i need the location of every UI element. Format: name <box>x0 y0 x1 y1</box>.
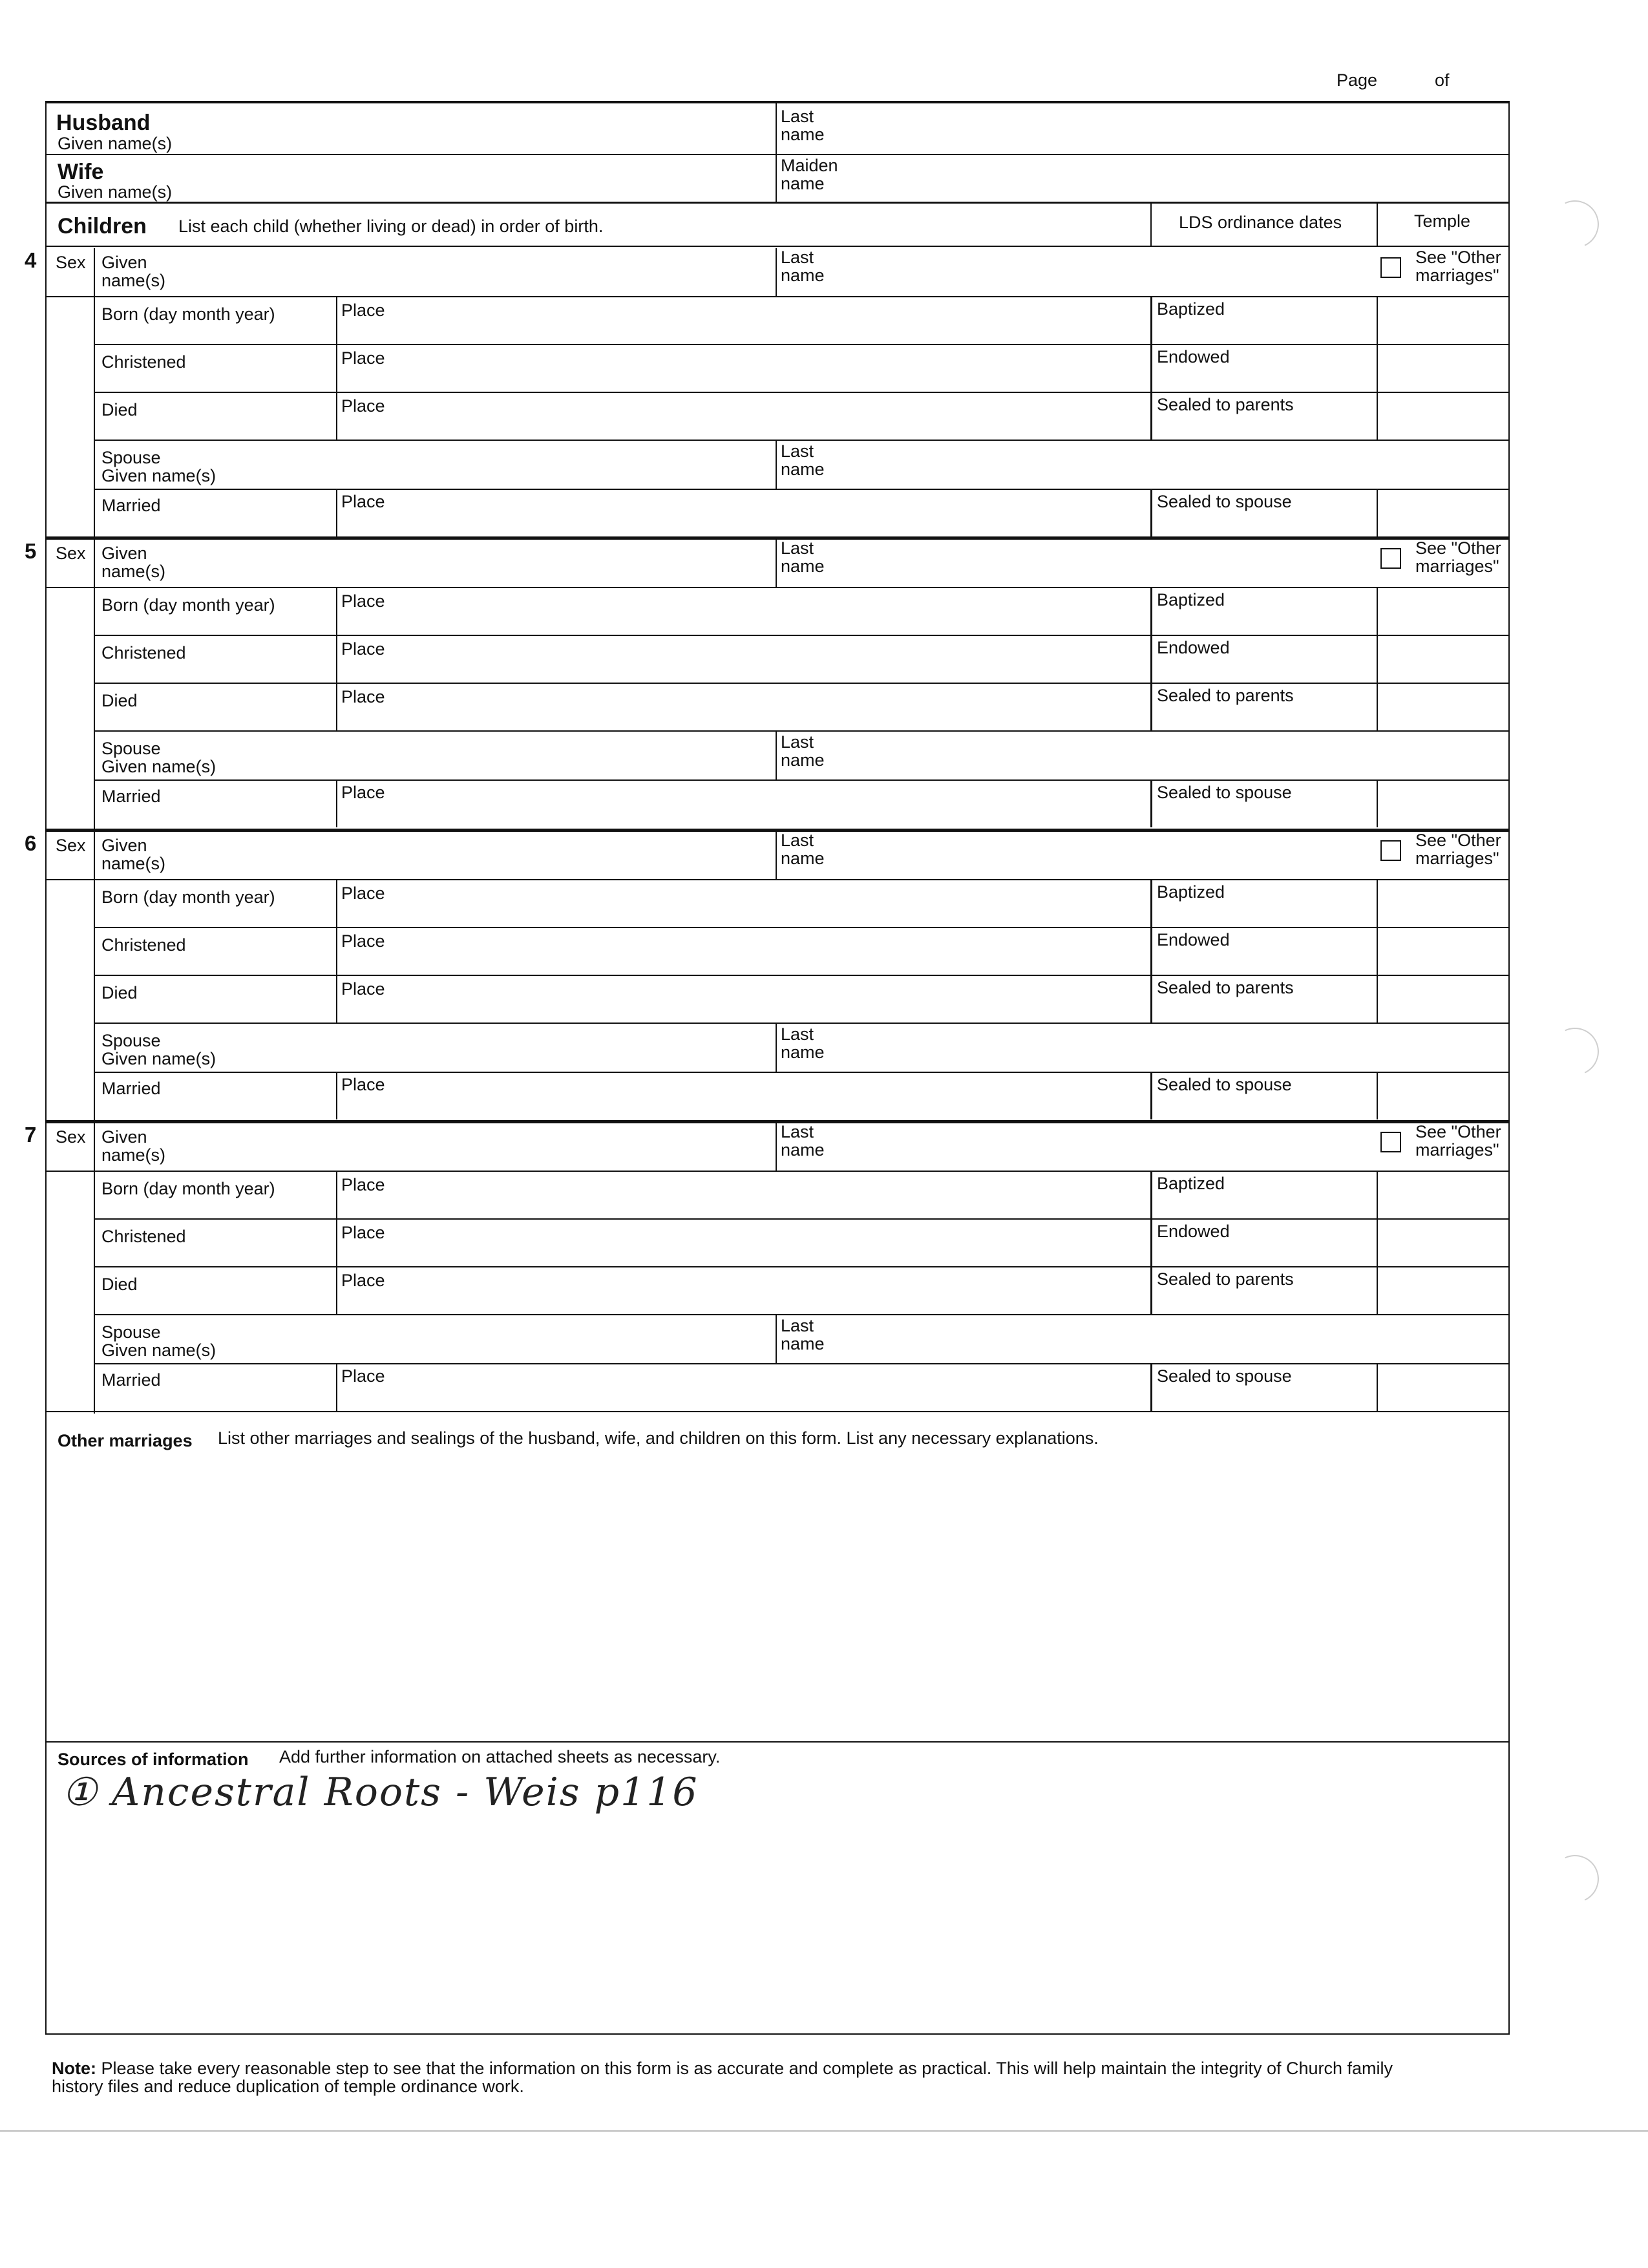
child-5-temple-rule <box>1377 587 1378 732</box>
form-left-border <box>45 101 47 2035</box>
child-6-given-label: Given name(s) <box>101 836 166 873</box>
child-5-died-date-field[interactable] <box>97 711 330 728</box>
child-4-endowed-temple-field[interactable] <box>1380 346 1505 389</box>
child-5-last-field[interactable] <box>866 544 1137 583</box>
child-7-sex-field[interactable] <box>55 1149 87 1168</box>
child-4-sealed-to-spouse-temple-field[interactable] <box>1380 491 1505 534</box>
child-7-temple-rule <box>1377 1171 1378 1315</box>
child-4-born-date-field[interactable] <box>97 324 330 341</box>
child-6-born-bottom <box>94 927 1510 928</box>
temple-header: Temple <box>1414 211 1471 231</box>
child-5-sealed-to-parents-label: Sealed to parents <box>1157 686 1294 705</box>
page-of-label: of <box>1435 70 1450 90</box>
child-5-sealed-to-parents-temple-field[interactable] <box>1380 685 1505 728</box>
child-5-spouse-divider <box>776 732 777 779</box>
child-5-born-label: Born (day month year) <box>101 595 275 615</box>
child-6-label-rule <box>336 879 337 1024</box>
child-4-sex-field[interactable] <box>55 274 87 293</box>
child-5-last-label: Last name <box>781 538 825 576</box>
child-6-sealed-to-parents-date-field[interactable] <box>1154 998 1374 1020</box>
child-7-sealed-to-spouse-date-field[interactable] <box>1154 1386 1374 1408</box>
child-7-given-field[interactable] <box>103 1128 769 1167</box>
child-5-given-label: Given name(s) <box>101 544 166 581</box>
child-6-spouse-bottom <box>94 1072 1510 1073</box>
child-5-see-other-marriages-label: See "Other marriages" <box>1415 538 1501 576</box>
child-6-married-lds-rule <box>1150 1072 1152 1119</box>
child-7-married-place-field[interactable] <box>388 1367 1144 1407</box>
child-7-given-label: Given name(s) <box>101 1127 166 1165</box>
husband-last-field[interactable] <box>866 110 1499 149</box>
other-marriages-title: Other marriages <box>58 1431 193 1450</box>
child-4-spouse-bottom <box>94 489 1510 490</box>
child-5-endowed-temple-field[interactable] <box>1380 637 1505 680</box>
child-7-endowed-date-field[interactable] <box>1154 1242 1374 1264</box>
child-4-spouse-label: Spouse Given name(s) <box>101 448 217 485</box>
child-4-spouse-last-label: Last name <box>781 441 825 479</box>
child-6-born-date-field[interactable] <box>97 907 330 924</box>
child-4-spouse-divider <box>776 441 777 489</box>
child-4-christened-label: Christened <box>101 352 186 372</box>
child-4-christened-place-label: Place <box>341 348 385 368</box>
child-7-left-rule <box>94 1123 95 1414</box>
child-6-sealed-to-parents-temple-field[interactable] <box>1380 977 1505 1020</box>
child-4-married-label-rule <box>336 489 337 536</box>
child-6-christened-date-field[interactable] <box>97 955 330 972</box>
child-7-christened-bottom <box>94 1266 1510 1267</box>
child-6-married-temple-rule <box>1377 1072 1378 1119</box>
child-7-died-date-field[interactable] <box>97 1295 330 1311</box>
sources-field[interactable] <box>52 1823 1499 2023</box>
scan-edge-line <box>0 2130 1648 2132</box>
child-6-married-date-field[interactable] <box>97 1100 330 1117</box>
child-7-last-field[interactable] <box>866 1128 1137 1167</box>
child-5-label-rule <box>336 587 337 732</box>
child-7-baptized-temple-field[interactable] <box>1380 1173 1505 1216</box>
child-7-baptized-label: Baptized <box>1157 1174 1225 1193</box>
child-5-sex-label: Sex <box>56 544 86 563</box>
child-4-sealed-to-parents-label: Sealed to parents <box>1157 395 1294 414</box>
child-6-born-label: Born (day month year) <box>101 887 275 907</box>
child-7-sealed-to-parents-temple-field[interactable] <box>1380 1269 1505 1311</box>
child-7-married-lds-rule <box>1150 1363 1152 1411</box>
child-5-spouse-last-label: Last name <box>781 732 825 770</box>
child-7-christened-place-field[interactable] <box>388 1222 1144 1262</box>
child-7-sealed-to-parents-label: Sealed to parents <box>1157 1269 1294 1289</box>
child-7-number: 7 <box>25 1123 37 1147</box>
child-6-married-place-field[interactable] <box>388 1076 1144 1116</box>
child-4-married-label: Married <box>101 496 161 515</box>
child-4-baptized-label: Baptized <box>1157 299 1225 319</box>
child-4-sealed-to-spouse-label: Sealed to spouse <box>1157 492 1292 511</box>
child-7-christened-label: Christened <box>101 1227 186 1246</box>
punch-hole-middle <box>1545 1021 1606 1083</box>
child-7-died-label: Died <box>101 1275 138 1294</box>
child-4-born-label: Born (day month year) <box>101 304 275 324</box>
child-7-baptized-date-field[interactable] <box>1154 1194 1374 1216</box>
child-6-see-other-marriages-label: See "Other marriages" <box>1415 831 1501 868</box>
child-7-other-marriages-checkbox[interactable] <box>1380 1132 1401 1152</box>
child-4-died-date-field[interactable] <box>97 420 330 437</box>
child-6-died-place-label: Place <box>341 979 385 999</box>
child-5-baptized-label: Baptized <box>1157 590 1225 609</box>
child-5-died-place-field[interactable] <box>388 686 1144 726</box>
child-5-sex-field[interactable] <box>55 565 87 584</box>
child-6-head-bottom <box>45 879 1510 880</box>
child-7-died-place-label: Place <box>341 1271 385 1290</box>
child-7-married-place-label: Place <box>341 1366 385 1386</box>
child-5-spouse-bottom <box>94 779 1510 781</box>
child-6-given-field[interactable] <box>103 836 769 875</box>
child-4-married-place-label: Place <box>341 492 385 511</box>
child-4-name-divider <box>776 248 777 296</box>
child-5-died-place-label: Place <box>341 687 385 706</box>
child-5-married-place-field[interactable] <box>388 783 1144 823</box>
child-7-died-place-field[interactable] <box>388 1270 1144 1310</box>
child-4-died-bottom <box>94 440 1510 441</box>
child-5-given-field[interactable] <box>103 544 769 583</box>
child-5-head-bottom <box>45 587 1510 588</box>
child-6-died-place-field[interactable] <box>388 979 1144 1019</box>
child-5-married-date-field[interactable] <box>97 808 330 825</box>
child-6-endowed-label: Endowed <box>1157 930 1230 949</box>
child-5-left-rule <box>94 539 95 830</box>
child-6-sex-field[interactable] <box>55 857 87 876</box>
child-7-sealed-to-parents-date-field[interactable] <box>1154 1289 1374 1311</box>
child-4-baptized-date-field[interactable] <box>1154 319 1374 341</box>
note-line-1 <box>52 2059 1393 2077</box>
child-6-died-label: Died <box>101 983 138 1002</box>
child-6-sealed-to-spouse-temple-field[interactable] <box>1380 1074 1505 1117</box>
child-4-endowed-label: Endowed <box>1157 347 1230 366</box>
child-6-spouse-divider <box>776 1024 777 1072</box>
child-6-married-label-rule <box>336 1072 337 1119</box>
child-7-died-bottom <box>94 1314 1510 1315</box>
child-7-spouse-label: Spouse Given name(s) <box>101 1322 217 1360</box>
child-4-born-bottom <box>94 344 1510 345</box>
sources-instruction: Add further information on attached sheets as necessary. <box>279 1747 721 1766</box>
other-marriages-instruction: List other marriages and sealings of the husband, wife, and children on this form. List any necessary explanations. <box>218 1428 1099 1448</box>
child-4-married-place-field[interactable] <box>388 493 1144 533</box>
child-7-spouse-last-label: Last name <box>781 1316 825 1353</box>
child-6-christened-label: Christened <box>101 935 186 955</box>
child-5-spouse-label: Spouse Given name(s) <box>101 739 217 776</box>
child-4-other-marriages-checkbox[interactable] <box>1380 257 1401 278</box>
child-7-born-place-field[interactable] <box>388 1174 1144 1214</box>
child-7-sealed-to-spouse-label: Sealed to spouse <box>1157 1366 1292 1386</box>
child-6-born-place-label: Place <box>341 884 385 903</box>
child-5-born-bottom <box>94 635 1510 636</box>
child-4-head-bottom <box>45 296 1510 297</box>
other-marriages-field[interactable] <box>52 1454 1499 1732</box>
child-7-spouse-bottom <box>94 1363 1510 1364</box>
child-4-died-label: Died <box>101 400 138 419</box>
child-7-christened-place-label: Place <box>341 1223 385 1242</box>
child-6-baptized-date-field[interactable] <box>1154 902 1374 924</box>
child-4-born-place-label: Place <box>341 301 385 320</box>
sources-title: Sources of information <box>58 1750 249 1769</box>
child-6-other-marriages-checkbox[interactable] <box>1380 840 1401 861</box>
child-5-born-place-field[interactable] <box>388 591 1144 631</box>
child-4-married-date-field[interactable] <box>97 517 330 534</box>
other-marriages-bottom-line <box>45 1741 1510 1743</box>
child-5-christened-place-label: Place <box>341 639 385 659</box>
child-5-baptized-date-field[interactable] <box>1154 610 1374 632</box>
child-5-endowed-date-field[interactable] <box>1154 658 1374 680</box>
child-4-endowed-date-field[interactable] <box>1154 367 1374 389</box>
child-6-christened-place-field[interactable] <box>388 931 1144 971</box>
wife-maiden-label: Maiden name <box>781 156 838 193</box>
child-4-born-place-field[interactable] <box>388 300 1144 340</box>
child-4-sex-label: Sex <box>56 253 86 272</box>
child-5-sealed-to-spouse-temple-field[interactable] <box>1380 782 1505 825</box>
child-5-endowed-label: Endowed <box>1157 638 1230 657</box>
child-4-number: 4 <box>25 248 37 272</box>
child-5-name-divider <box>776 539 777 587</box>
child-7-label-rule <box>336 1171 337 1315</box>
child-6-last-label: Last name <box>781 831 825 868</box>
husband-bottom-line <box>45 154 1510 155</box>
children-instruction: List each child (whether living or dead) in order of birth. <box>178 217 604 236</box>
child-7-spouse-given-field[interactable] <box>259 1319 769 1359</box>
child-5-christened-date-field[interactable] <box>97 663 330 680</box>
child-7-married-temple-rule <box>1377 1363 1378 1411</box>
note-text-1: Please take every reasonable step to see that the information on this form is as accurate and complete as practical. This will help maintain the integrity of Church family <box>101 2059 1393 2078</box>
child-6-top-line <box>45 829 1510 832</box>
punch-hole-top <box>1545 194 1606 255</box>
child-7-sex-label: Sex <box>56 1127 86 1147</box>
child-7-christened-date-field[interactable] <box>97 1247 330 1264</box>
child-5-married-label-rule <box>336 779 337 827</box>
child-4-spouse-given-field[interactable] <box>259 445 769 485</box>
child-7-spouse-divider <box>776 1315 777 1363</box>
child-5-died-bottom <box>94 730 1510 732</box>
child-6-left-rule <box>94 831 95 1122</box>
wife-given-label: Given name(s) <box>58 182 173 202</box>
page-label: Page <box>1336 70 1378 90</box>
child-7-last-label: Last name <box>781 1122 825 1160</box>
child-6-last-field[interactable] <box>866 836 1137 875</box>
child-5-spouse-given-field[interactable] <box>259 736 769 776</box>
children-title: Children <box>58 214 147 238</box>
child-4-died-place-field[interactable] <box>388 396 1144 436</box>
child-5-sealed-to-spouse-label: Sealed to spouse <box>1157 783 1292 802</box>
child-4-sealed-to-parents-date-field[interactable] <box>1154 415 1374 437</box>
child-7-see-other-marriages-label: See "Other marriages" <box>1415 1122 1501 1160</box>
husband-given-field[interactable] <box>52 129 769 153</box>
children-header-bottom-line <box>45 246 1510 247</box>
lds-header-divider <box>1150 203 1152 246</box>
child-5-married-place-label: Place <box>341 783 385 802</box>
child-4-label-rule <box>336 296 337 441</box>
form-top-border <box>45 101 1508 103</box>
child-7-spouse-last-field[interactable] <box>866 1319 1499 1359</box>
child-7-born-place-label: Place <box>341 1175 385 1194</box>
child-4-lds-rule <box>1150 296 1152 441</box>
child-7-married-label-rule <box>336 1363 337 1411</box>
child-5-lds-rule <box>1150 587 1152 732</box>
sources-handwritten-entry: ① Ancestral Roots - Weis p116 <box>62 1770 699 1815</box>
child-6-sealed-to-spouse-date-field[interactable] <box>1154 1095 1374 1117</box>
child-4-christened-place-field[interactable] <box>388 348 1144 388</box>
punch-hole-bottom <box>1545 1849 1606 1910</box>
child-5-christened-label: Christened <box>101 643 186 662</box>
child-4-last-field[interactable] <box>866 253 1137 292</box>
child-5-born-date-field[interactable] <box>97 615 330 632</box>
child-7-born-date-field[interactable] <box>97 1199 330 1216</box>
child-5-top-line <box>45 536 1510 540</box>
child-4-given-label: Given name(s) <box>101 253 166 290</box>
child-7-married-date-field[interactable] <box>97 1392 330 1408</box>
husband-title: Husband <box>56 111 151 135</box>
child-5-married-label: Married <box>101 787 161 806</box>
child-6-christened-place-label: Place <box>341 931 385 951</box>
child-7-name-divider <box>776 1123 777 1171</box>
child-6-spouse-given-field[interactable] <box>259 1028 769 1068</box>
child-4-spouse-last-field[interactable] <box>866 445 1499 485</box>
child-6-sex-label: Sex <box>56 836 86 855</box>
child-6-endowed-date-field[interactable] <box>1154 950 1374 972</box>
husband-divider <box>776 102 777 154</box>
wife-bottom-line <box>45 202 1510 204</box>
child-6-baptized-temple-field[interactable] <box>1380 882 1505 924</box>
child-5-born-place-label: Place <box>341 591 385 611</box>
child-4-last-label: Last name <box>781 248 825 285</box>
child-7-endowed-label: Endowed <box>1157 1222 1230 1241</box>
child-5-other-marriages-checkbox[interactable] <box>1380 548 1401 569</box>
child-4-see-other-marriages-label: See "Other marriages" <box>1415 248 1501 285</box>
child-4-married-lds-rule <box>1150 489 1152 536</box>
note-line-2: history files and reduce duplication of temple ordinance work. <box>52 2077 524 2096</box>
temple-header-divider <box>1377 203 1378 246</box>
child-5-married-lds-rule <box>1150 779 1152 827</box>
children-bottom-line <box>45 1411 1510 1412</box>
child-6-born-place-field[interactable] <box>388 883 1144 923</box>
child-6-christened-bottom <box>94 975 1510 976</box>
child-6-endowed-temple-field[interactable] <box>1380 929 1505 972</box>
child-7-endowed-temple-field[interactable] <box>1380 1221 1505 1264</box>
child-4-temple-rule <box>1377 296 1378 441</box>
husband-given-label: Given name(s) <box>58 134 173 153</box>
child-6-married-label: Married <box>101 1079 161 1098</box>
child-4-christened-bottom <box>94 392 1510 393</box>
child-6-baptized-label: Baptized <box>1157 882 1225 902</box>
form-bottom-border <box>45 2033 1510 2035</box>
wife-divider <box>776 154 777 203</box>
child-5-baptized-temple-field[interactable] <box>1380 589 1505 632</box>
child-6-married-place-label: Place <box>341 1075 385 1094</box>
child-6-sealed-to-spouse-label: Sealed to spouse <box>1157 1075 1292 1094</box>
child-6-spouse-last-label: Last name <box>781 1024 825 1062</box>
child-4-christened-date-field[interactable] <box>97 372 330 389</box>
wife-title: Wife <box>58 160 104 184</box>
wife-given-field[interactable] <box>52 178 769 202</box>
child-5-died-label: Died <box>101 691 138 710</box>
lds-ordinance-header: LDS ordinance dates <box>1179 213 1342 232</box>
child-5-christened-bottom <box>94 683 1510 684</box>
child-5-christened-place-field[interactable] <box>388 639 1144 679</box>
child-4-sealed-to-spouse-date-field[interactable] <box>1154 512 1374 534</box>
child-6-number: 6 <box>25 831 37 855</box>
child-4-baptized-temple-field[interactable] <box>1380 299 1505 341</box>
child-5-number: 5 <box>25 539 37 563</box>
child-6-spouse-label: Spouse Given name(s) <box>101 1031 217 1068</box>
child-7-lds-rule <box>1150 1171 1152 1315</box>
wife-maiden-field[interactable] <box>866 159 1499 199</box>
child-7-sealed-to-spouse-temple-field[interactable] <box>1380 1366 1505 1408</box>
child-6-spouse-last-field[interactable] <box>866 1028 1499 1068</box>
child-7-head-bottom <box>45 1171 1510 1172</box>
child-7-born-bottom <box>94 1218 1510 1220</box>
child-4-sealed-to-parents-temple-field[interactable] <box>1380 394 1505 437</box>
child-6-died-date-field[interactable] <box>97 1003 330 1020</box>
child-6-sealed-to-parents-label: Sealed to parents <box>1157 978 1294 997</box>
child-7-married-label: Married <box>101 1370 161 1390</box>
child-6-lds-rule <box>1150 879 1152 1024</box>
child-7-top-line <box>45 1120 1510 1123</box>
form-right-border <box>1508 101 1510 2035</box>
husband-last-label: Last name <box>781 107 825 144</box>
child-4-left-rule <box>94 248 95 539</box>
child-4-married-temple-rule <box>1377 489 1378 536</box>
child-5-sealed-to-spouse-date-field[interactable] <box>1154 803 1374 825</box>
child-5-sealed-to-parents-date-field[interactable] <box>1154 706 1374 728</box>
child-6-temple-rule <box>1377 879 1378 1024</box>
child-4-given-field[interactable] <box>103 253 769 292</box>
child-5-married-temple-rule <box>1377 779 1378 827</box>
child-6-name-divider <box>776 831 777 879</box>
note-label: Note: <box>52 2059 96 2078</box>
child-5-spouse-last-field[interactable] <box>866 736 1499 776</box>
child-6-died-bottom <box>94 1023 1510 1024</box>
child-4-died-place-label: Place <box>341 396 385 416</box>
child-7-born-label: Born (day month year) <box>101 1179 275 1198</box>
